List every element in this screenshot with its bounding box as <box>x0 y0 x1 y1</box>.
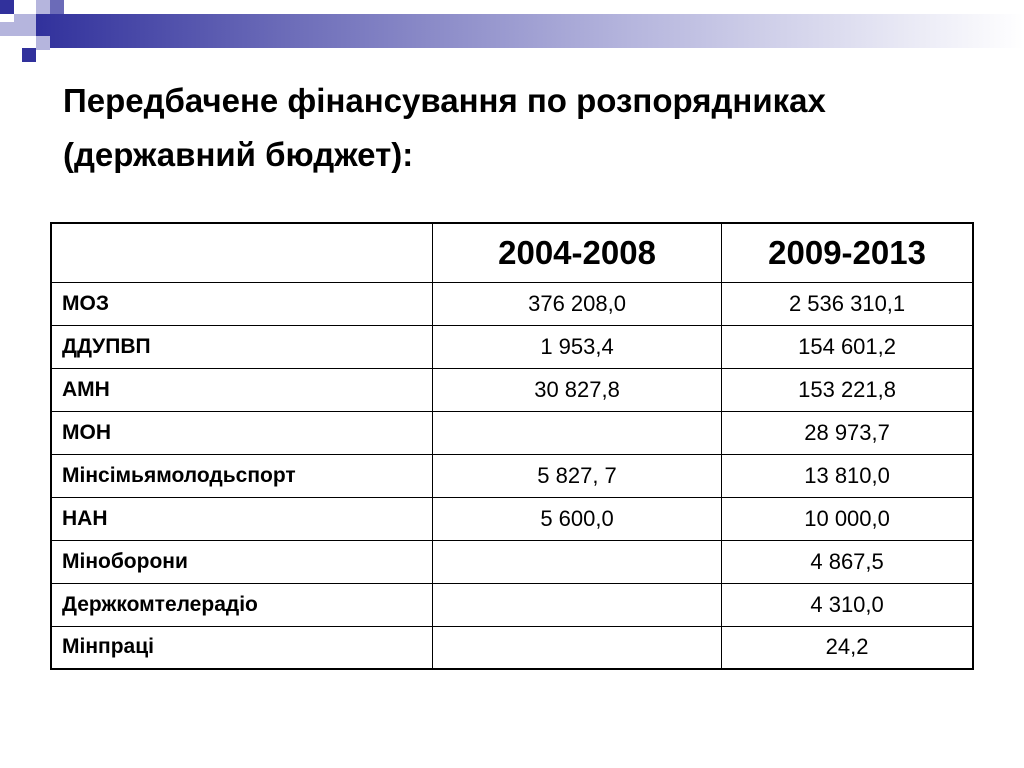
value-2009-2013: 154 601,2 <box>722 325 973 368</box>
value-2004-2008: 5 600,0 <box>432 497 721 540</box>
row-label: МОН <box>51 411 432 454</box>
value-2004-2008 <box>432 583 721 626</box>
row-label: ДДУПВП <box>51 325 432 368</box>
value-2009-2013: 153 221,8 <box>722 368 973 411</box>
header-period-1: 2004-2008 <box>432 223 721 282</box>
row-label: НАН <box>51 497 432 540</box>
header-empty <box>51 223 432 282</box>
table-row <box>51 454 973 497</box>
header-period-2: 2009-2013 <box>722 223 973 282</box>
title-line-2: (державний бюджет): <box>63 136 414 173</box>
table-row <box>51 282 973 325</box>
value-2004-2008: 376 208,0 <box>432 282 721 325</box>
value-2004-2008: 1 953,4 <box>432 325 721 368</box>
table-row <box>51 325 973 368</box>
decor-square <box>50 0 64 14</box>
table-row <box>51 583 973 626</box>
decor-square <box>36 0 50 14</box>
value-2009-2013: 24,2 <box>722 626 973 669</box>
value-2004-2008 <box>432 540 721 583</box>
table-header-row <box>51 223 973 282</box>
row-label: АМН <box>51 368 432 411</box>
value-2004-2008 <box>432 626 721 669</box>
decor-gradient-bar <box>36 14 1024 48</box>
page-title <box>63 74 983 182</box>
value-2004-2008: 5 827, 7 <box>432 454 721 497</box>
table-row <box>51 368 973 411</box>
table-row <box>51 626 973 669</box>
value-2009-2013: 2 536 310,1 <box>722 282 973 325</box>
row-label: Міноборони <box>51 540 432 583</box>
value-2009-2013: 10 000,0 <box>722 497 973 540</box>
value-2004-2008: 30 827,8 <box>432 368 721 411</box>
row-label: Держкомтелерадіо <box>51 583 432 626</box>
value-2009-2013: 4 310,0 <box>722 583 973 626</box>
row-label: Мінпраці <box>51 626 432 669</box>
value-2009-2013: 13 810,0 <box>722 454 973 497</box>
title-line-1: Передбачене фінансування по розпорядниках <box>63 82 826 119</box>
funding-table <box>50 222 974 670</box>
decor-square <box>0 0 14 14</box>
table-row <box>51 540 973 583</box>
decor-square <box>14 14 36 36</box>
decor-square <box>0 22 14 36</box>
table-row <box>51 497 973 540</box>
value-2004-2008 <box>432 411 721 454</box>
row-label: МОЗ <box>51 282 432 325</box>
table-row <box>51 411 973 454</box>
row-label: Мінсімьямолодьспорт <box>51 454 432 497</box>
value-2009-2013: 4 867,5 <box>722 540 973 583</box>
decor-square <box>22 48 36 62</box>
value-2009-2013: 28 973,7 <box>722 411 973 454</box>
decor-square <box>36 36 50 50</box>
